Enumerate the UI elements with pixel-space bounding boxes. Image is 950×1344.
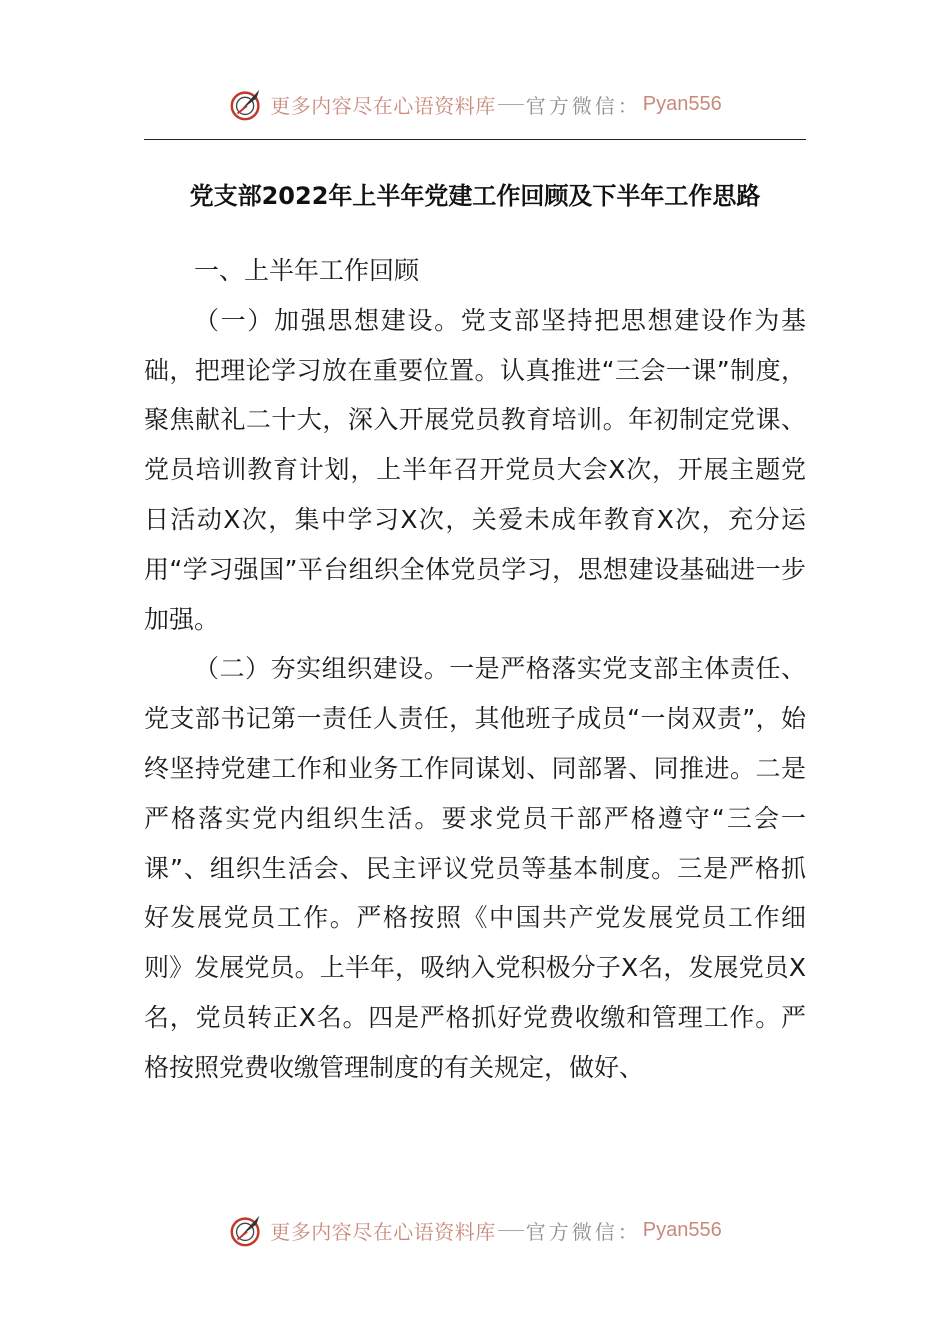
section-heading: 一、上半年工作回顾 <box>194 256 420 285</box>
paragraph-organizational-building: （二）夯实组织建设。一是严格落实党支部主体责任、党支部书记第一责任人责任，其他班子成员“一岗双责”，始终坚持党建工作和业务工作同谋划、同部署、同推进。二是严格落实党内组织生活。要求党员干部严格遵守“三会一课”、组织生活会、民主评议党员等基本制度。三是严格抓好发展党员工作。严格按照《中国共产党发展党员工作细则》发展党员。上半年，吸纳入党积极分子X名，发展党员X名，党员转正X名。四是严格抓好党费收缴和管理工作。严格按照党费收缴管理制度的有关规定，做好、 <box>144 654 806 1082</box>
header-divider <box>144 139 806 140</box>
document-body <box>144 246 806 1093</box>
document-title: 党支部2022年上半年党建工作回顾及下半年工作思路 <box>189 182 761 210</box>
footer-banner-contact-label: 官方微信： <box>525 1219 641 1244</box>
quill-logo-icon <box>228 85 266 123</box>
footer-banner-text: 更多内容尽在心语资料库 <box>270 1219 496 1244</box>
quill-logo-icon <box>228 1211 266 1249</box>
header-banner-contact-label: 官方微信： <box>525 93 641 118</box>
footer-banner-dash <box>498 1230 524 1231</box>
header-banner <box>0 82 950 126</box>
header-banner-contact-id: Pyan556 <box>642 92 722 115</box>
footer-banner <box>0 1208 950 1252</box>
header-banner-dash <box>498 104 524 105</box>
paragraph-ideological-building: （一）加强思想建设。党支部坚持把思想建设作为基础，把理论学习放在重要位置。认真推进“三会一课”制度，聚焦献礼二十大，深入开展党员教育培训。年初制定党课、党员培训教育计划，上半年召开党员大会X次，开展主题党日活动X次，集中学习X次，关爱未成年教育X次，充分运用“学习强国”平台组织全体党员学习，思想建设基础进一步加强。 <box>144 305 806 634</box>
header-banner-text: 更多内容尽在心语资料库 <box>270 93 496 118</box>
footer-banner-contact-id: Pyan556 <box>642 1218 722 1241</box>
